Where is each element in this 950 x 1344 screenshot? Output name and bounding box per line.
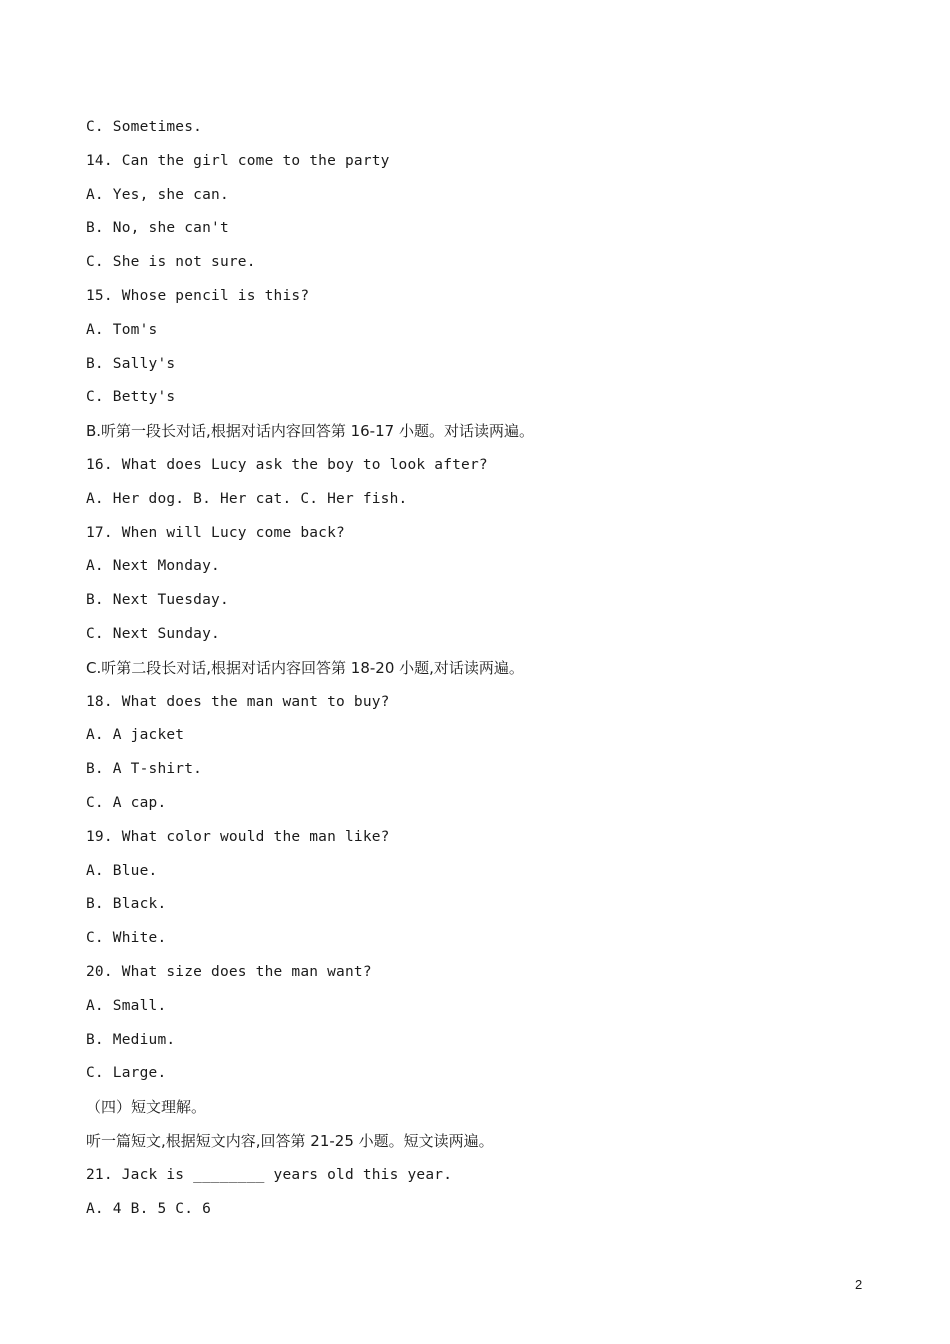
- option-line: C. Next Sunday.: [86, 625, 220, 642]
- option-line: C. Betty's: [86, 389, 176, 406]
- option-line: A. Her dog. B. Her cat. C. Her fish.: [86, 490, 408, 507]
- page-number: 2: [855, 1277, 863, 1292]
- option-line: B. No, she can't: [86, 220, 229, 237]
- instruction-line: C.听第二段长对话,根据对话内容回答第 18-20 小题,对话读两遍。: [86, 658, 524, 677]
- option-line: C. Sometimes.: [86, 119, 203, 135]
- option-line: B. Sally's: [86, 355, 176, 372]
- exam-content: [86, 115, 886, 1230]
- option-line: A. Yes, she can.: [86, 186, 229, 203]
- option-line: B. Medium.: [86, 1031, 176, 1048]
- option-line: B. A T-shirt.: [86, 761, 203, 778]
- instruction-line: 听一篇短文,根据短文内容,回答第 21-25 小题。短文读两遍。: [86, 1131, 494, 1150]
- option-line: A. Blue.: [86, 862, 158, 879]
- option-line: A. Tom's: [86, 321, 158, 338]
- option-line: C. Large.: [86, 1065, 167, 1082]
- option-line: B. Black.: [86, 896, 167, 913]
- option-line: A. Small.: [86, 997, 167, 1014]
- question-line: 16. What does Lucy ask the boy to look after?: [86, 456, 488, 473]
- question-line: 20. What size does the man want?: [86, 963, 372, 980]
- question-line: 17. When will Lucy come back?: [86, 524, 345, 541]
- question-line: 19. What color would the man like?: [86, 828, 390, 845]
- question-line: 21. Jack is ________ years old this year.: [86, 1166, 453, 1183]
- option-line: A. A jacket: [86, 727, 185, 744]
- instruction-line: B.听第一段长对话,根据对话内容回答第 16-17 小题。对话读两遍。: [86, 422, 534, 441]
- option-line: A. 4 B. 5 C. 6: [86, 1200, 212, 1217]
- option-line: C. A cap.: [86, 794, 167, 811]
- option-line: A. Next Monday.: [86, 558, 220, 575]
- instruction-line: （四）短文理解。: [86, 1098, 207, 1117]
- question-line: 14. Can the girl come to the party: [86, 152, 390, 169]
- option-line: C. White.: [86, 930, 167, 947]
- option-line: B. Next Tuesday.: [86, 592, 229, 609]
- option-line: C. She is not sure.: [86, 254, 256, 271]
- question-line: 18. What does the man want to buy?: [86, 693, 390, 710]
- question-line: 15. Whose pencil is this?: [86, 287, 310, 304]
